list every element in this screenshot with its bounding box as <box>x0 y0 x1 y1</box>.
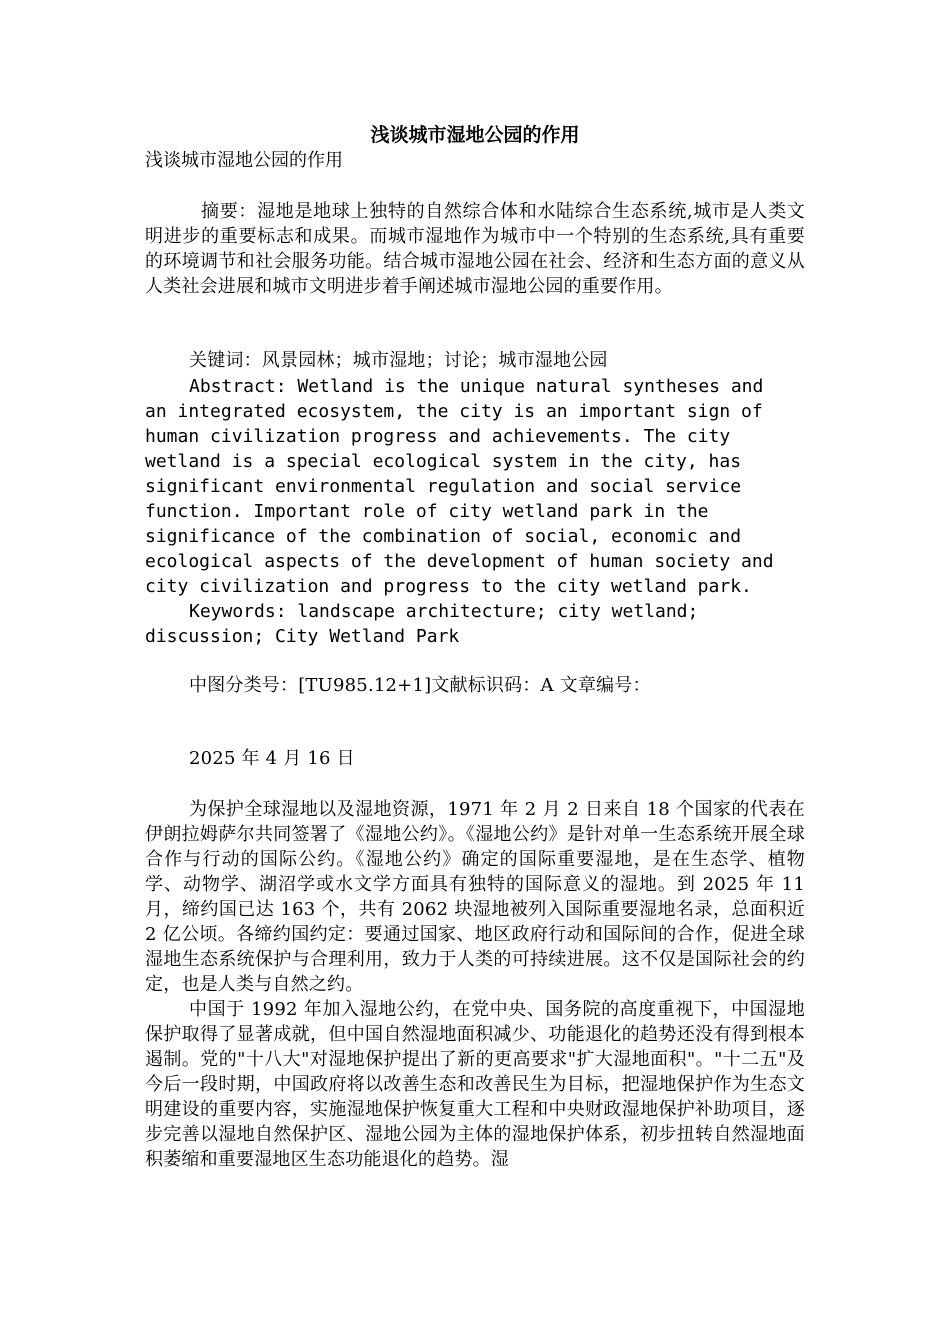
keywords-en-line: discussion; City Wetland Park <box>145 626 460 647</box>
abstract-en-line: human civilization progress and achievements. The city <box>145 426 731 447</box>
keywords-cn-block <box>145 348 805 373</box>
abstract-cn-block <box>145 199 805 299</box>
keywords-en-line: Keywords: landscape architecture; city wetland; <box>189 601 699 622</box>
abstract-en-line: Abstract: Wetland is the unique natural syntheses and <box>189 376 764 397</box>
abstract-en-line: ecological aspects of the development of human society and <box>145 551 774 572</box>
abstract-cn: 摘要：湿地是地球上独特的自然综合体和水陆综合生态系统,城市是人类文明进步的重要标志和成果。而城市湿地作为城市中一个特别的生态系统,具有重要的环境调节和社会服务功能。结合城市湿地公园在社会、经济和生态方面的意义从人类社会进展和城市文明进步着手阐述城市湿地公园的重要作用。 <box>145 201 805 297</box>
body-paragraph-2: 中国于 1992 年加入湿地公约，在党中央、国务院的高度重视下，中国湿地保护取得了显著成就，但中国自然湿地面积减少、功能退化的趋势还没有得到根本遏制。党的"十八大"对湿地保护提出了新的更高要求"扩大湿地面积"。"十二五"及今后一段时期，中国政府将以改善生态和改善民生为目标，把湿地保护作为生态文明建设的重要内容，实施湿地保护恢复重大工程和中央财政湿地保护补助项目，逐步完善以湿地自然保护区、湿地公园为主体的湿地保护体系，初步扭转自然湿地面积萎缩和重要湿地区生态功能退化的趋势。湿 <box>145 999 805 1170</box>
classification-line: 中图分类号：[TU985.12+1]文献标识码：A 文章编号： <box>189 675 651 696</box>
document-date: 2025 年 4 月 16 日 <box>189 748 355 769</box>
abstract-en-line: significance of the combination of social, economic and <box>145 526 742 547</box>
abstract-en-line: city civilization and progress to the city wetland park. <box>145 576 752 597</box>
document-subtitle: 浅谈城市湿地公园的作用 <box>145 150 343 171</box>
body-paragraph-1: 为保护全球湿地以及湿地资源，1971 年 2 月 2 日来自 18 个国家的代表在伊朗拉姆萨尔共同签署了《湿地公约》。《湿地公约》是针对单一生态系统开展全球合作与行动的国际公约。《湿地公约》确定的国际重要湿地，是在生态学、植物学、动物学、湖沼学或水文学方面具有独特的国际意义的湿地。到 2025 年 11 月，缔约国已达 163 个，共有 2062 块湿地被列入国际重要湿地名录，总面积近 2 亿公顷。各缔约国约定：要通过国家、地区政府行动和国际间的合作，促进全球湿地生态系统保护与合理利用，致力于人类的可持续进展。这不仅是国际社会的约定，也是人类与自然之约。 <box>145 799 805 995</box>
abstract-en-line: wetland is a special ecological system in the city, has <box>145 451 742 472</box>
abstract-en-line: an integrated ecosystem, the city is an important sign of <box>145 401 763 422</box>
abstract-en-line: function. Important role of city wetland park in the <box>145 501 709 522</box>
keywords-cn: 关键词：风景园林；城市湿地；讨论；城市湿地公园 <box>189 350 608 371</box>
body-block <box>145 797 805 1172</box>
document-title: 浅谈城市湿地公园的作用 <box>370 124 580 146</box>
abstract-en-line: significant environmental regulation and social service <box>145 476 742 497</box>
date-block <box>145 746 805 771</box>
abstract-en-block <box>145 374 825 649</box>
classification-block <box>145 673 805 698</box>
